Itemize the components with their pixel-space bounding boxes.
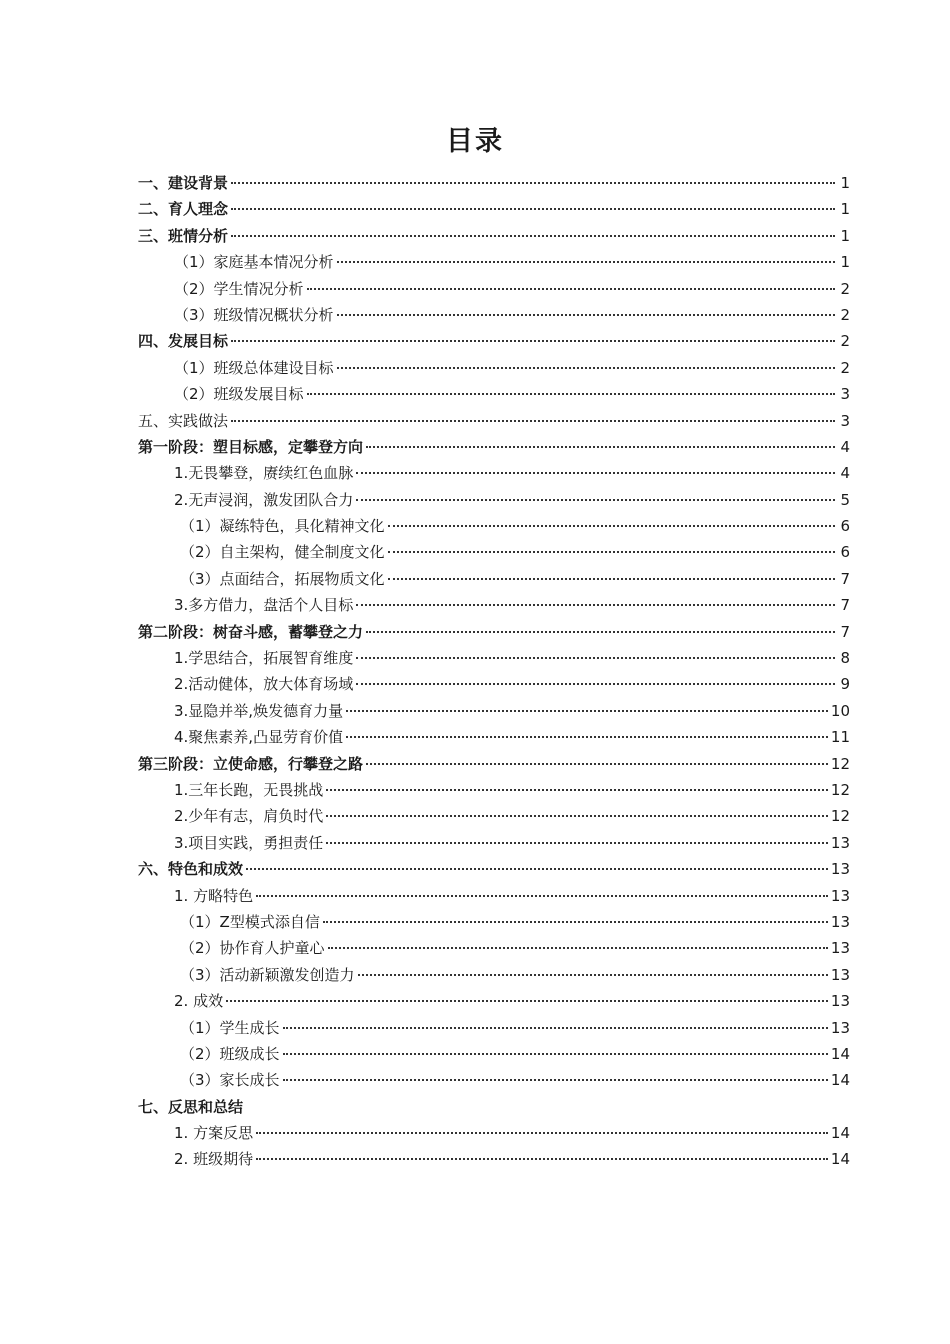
toc-entry-label: 1.无畏攀登，赓续红色血脉: [174, 464, 354, 483]
toc-entry[interactable]: [138, 1067, 850, 1093]
toc-entry-page-number: 13: [830, 1018, 850, 1037]
toc-entry-label: 1. 方略特色: [174, 886, 254, 905]
toc-entry-page-number: 14: [830, 1071, 850, 1090]
toc-entry-label: （2）自主架构，健全制度文化: [180, 543, 385, 562]
toc-entry-page-number: 9: [840, 675, 850, 694]
toc-entry-label: 第三阶段：立使命感，行攀登之路: [138, 754, 364, 773]
dot-leader: [366, 763, 828, 765]
toc-entry-page-number: 8: [840, 649, 850, 668]
toc-entry-label: 二、育人理念: [138, 200, 229, 219]
dot-leader: [283, 1027, 828, 1029]
dot-leader: [388, 551, 835, 553]
toc-entry-label: 2. 班级期待: [174, 1150, 254, 1169]
table-of-contents: [138, 170, 850, 1173]
toc-entry-page-number: 6: [840, 517, 850, 536]
toc-entry-label: 1.三年长跑，无畏挑战: [174, 780, 324, 799]
dot-leader: [356, 499, 835, 501]
toc-entry[interactable]: [138, 460, 850, 486]
dot-leader: [246, 868, 828, 870]
toc-entry[interactable]: [138, 1120, 850, 1146]
dot-leader: [388, 578, 835, 580]
dot-leader: [231, 420, 835, 422]
toc-entry-label: （2）班级成长: [180, 1044, 280, 1063]
dot-leader: [256, 895, 828, 897]
dot-leader: [337, 367, 835, 369]
toc-entry[interactable]: [138, 381, 850, 407]
toc-entry-label: 2.活动健体，放大体育场域: [174, 675, 354, 694]
dot-leader: [388, 525, 835, 527]
toc-entry[interactable]: [138, 751, 850, 777]
toc-entry[interactable]: [138, 1094, 850, 1120]
dot-leader: [231, 208, 835, 210]
toc-entry-page-number: 1: [840, 174, 850, 192]
toc-entry-page-number: 13: [830, 860, 850, 879]
toc-entry-label: 六、特色和成效: [138, 860, 244, 879]
toc-entry-label: 第一阶段：塑目标感，定攀登方向: [138, 437, 364, 456]
dot-leader: [366, 446, 835, 448]
dot-leader: [326, 789, 828, 791]
dot-leader: [256, 1158, 828, 1160]
toc-entry-label: 4.聚焦素养,凸显劳育价值: [174, 728, 344, 747]
toc-entry[interactable]: [138, 487, 850, 513]
toc-entry-label: 3.项目实践，勇担责任: [174, 833, 324, 852]
toc-entry-label: 3.多方借力，盘活个人目标: [174, 596, 354, 615]
toc-entry-label: 五、实践做法: [138, 411, 229, 430]
toc-entry[interactable]: [138, 408, 850, 434]
toc-entry[interactable]: [138, 962, 850, 988]
toc-entry[interactable]: [138, 566, 850, 592]
toc-entry-page-number: 13: [830, 886, 850, 905]
toc-entry-page-number: 4: [840, 437, 850, 456]
dot-leader: [256, 1132, 828, 1134]
toc-entry-page-number: 12: [830, 754, 850, 773]
dot-leader: [328, 947, 828, 949]
dot-leader: [231, 340, 835, 342]
toc-entry-page-number: 1: [840, 226, 850, 245]
toc-entry-page-number: 3: [840, 385, 850, 404]
dot-leader: [356, 472, 835, 474]
toc-entry-page-number: 7: [840, 622, 850, 641]
toc-entry-page-number: 3: [840, 411, 850, 430]
toc-entry[interactable]: [138, 328, 850, 354]
dot-leader: [323, 921, 828, 923]
dot-leader: [231, 182, 835, 184]
dot-leader: [337, 314, 835, 316]
dot-leader: [346, 710, 828, 712]
toc-entry-label: （1）学生成长: [180, 1018, 280, 1037]
dot-leader: [307, 288, 835, 290]
toc-entry-page-number: 6: [840, 543, 850, 562]
toc-entry[interactable]: [138, 909, 850, 935]
dot-leader: [307, 393, 835, 395]
toc-entry-label: （3）家长成长: [180, 1071, 280, 1090]
toc-entry[interactable]: [138, 355, 850, 381]
toc-entry[interactable]: [138, 777, 850, 803]
toc-entry[interactable]: [138, 276, 850, 302]
toc-entry[interactable]: [138, 170, 850, 196]
toc-entry[interactable]: [138, 935, 850, 961]
toc-entry-page-number: 12: [830, 780, 850, 799]
toc-entry-label: 四、发展目标: [138, 332, 229, 351]
dot-leader: [358, 974, 828, 976]
dot-leader: [283, 1079, 828, 1081]
dot-leader: [366, 631, 835, 633]
toc-entry-label: （1）家庭基本情况分析: [174, 253, 334, 272]
toc-entry[interactable]: [138, 592, 850, 618]
toc-entry-label: 1.学思结合，拓展智育维度: [174, 649, 354, 668]
dot-leader: [346, 736, 828, 738]
toc-entry[interactable]: [138, 803, 850, 829]
toc-entry-label: （1）凝练特色，具化精神文化: [180, 517, 385, 536]
dot-leader: [226, 1000, 828, 1002]
dot-leader: [356, 657, 835, 659]
toc-entry-page-number: 2: [840, 332, 850, 351]
toc-entry-page-number: 2: [840, 358, 850, 377]
toc-entry-page-number: 11: [830, 728, 850, 747]
toc-entry[interactable]: [138, 988, 850, 1014]
toc-entry-page-number: 1: [840, 200, 850, 219]
toc-entry[interactable]: [138, 539, 850, 565]
toc-entry-page-number: 14: [830, 1044, 850, 1063]
toc-entry-page-number: 4: [840, 464, 850, 483]
toc-entry-label: 2. 成效: [174, 992, 224, 1011]
toc-entry-page-number: 5: [840, 490, 850, 509]
toc-entry-page-number: 13: [830, 833, 850, 852]
toc-entry[interactable]: [138, 619, 850, 645]
toc-entry-label: （3）班级情况概状分析: [174, 305, 334, 324]
toc-entry-label: （2）协作育人护童心: [180, 939, 325, 958]
toc-entry[interactable]: [138, 1146, 850, 1172]
dot-leader: [356, 683, 835, 685]
dot-leader: [231, 235, 835, 237]
toc-entry-page-number: 7: [840, 569, 850, 588]
toc-entry[interactable]: [138, 249, 850, 275]
toc-entry[interactable]: [138, 196, 850, 222]
toc-entry-page-number: 10: [830, 701, 850, 720]
toc-entry[interactable]: [138, 830, 850, 856]
toc-entry-label: 2.少年有志，肩负时代: [174, 807, 324, 826]
toc-entry-label: （1）班级总体建设目标: [174, 358, 334, 377]
toc-entry-label: （3）点面结合，拓展物质文化: [180, 569, 385, 588]
toc-entry-label: 3.显隐并举,焕发德育力量: [174, 701, 344, 720]
toc-entry-page-number: 2: [840, 279, 850, 298]
toc-entry[interactable]: [138, 883, 850, 909]
toc-entry-label: （2）班级发展目标: [174, 385, 304, 404]
toc-entry[interactable]: [138, 1015, 850, 1041]
toc-entry[interactable]: [138, 1041, 850, 1067]
dot-leader: [326, 842, 828, 844]
toc-entry-page-number: 13: [830, 912, 850, 931]
toc-title: 目录: [446, 126, 504, 157]
toc-entry-page-number: 14: [830, 1150, 850, 1169]
dot-leader: [283, 1053, 828, 1055]
toc-entry-page-number: 1: [840, 253, 850, 272]
toc-entry[interactable]: [138, 513, 850, 539]
toc-entry-page-number: 2: [840, 305, 850, 324]
toc-entry-label: （3）活动新颖激发创造力: [180, 965, 355, 984]
toc-entry[interactable]: [138, 724, 850, 750]
toc-entry-label: 七、反思和总结: [138, 1097, 244, 1116]
toc-entry[interactable]: [138, 856, 850, 882]
dot-leader: [356, 604, 835, 606]
toc-entry[interactable]: [138, 223, 850, 249]
toc-entry-page-number: 14: [830, 1124, 850, 1143]
toc-entry-page-number: 12: [830, 807, 850, 826]
toc-entry-page-number: 13: [830, 939, 850, 958]
dot-leader: [326, 815, 828, 817]
toc-entry[interactable]: [138, 302, 850, 328]
dot-leader: [337, 261, 835, 263]
toc-entry-label: 1. 方案反思: [174, 1124, 254, 1143]
toc-entry[interactable]: [138, 698, 850, 724]
toc-entry-page-number: 13: [830, 965, 850, 984]
toc-entry-label: 2.无声浸润，激发团队合力: [174, 490, 354, 509]
toc-entry-label: （2）学生情况分析: [174, 279, 304, 298]
toc-entry[interactable]: [138, 671, 850, 697]
toc-entry-page-number: 13: [830, 992, 850, 1011]
toc-entry-label: 三、班情分析: [138, 226, 229, 245]
toc-entry-label: （1）Z型模式添自信: [180, 912, 320, 931]
toc-entry[interactable]: [138, 434, 850, 460]
toc-entry-label: 第二阶段：树奋斗感，蓄攀登之力: [138, 622, 364, 641]
toc-entry-label: 一、建设背景: [138, 174, 229, 192]
toc-entry[interactable]: [138, 645, 850, 671]
toc-entry-page-number: 7: [840, 596, 850, 615]
